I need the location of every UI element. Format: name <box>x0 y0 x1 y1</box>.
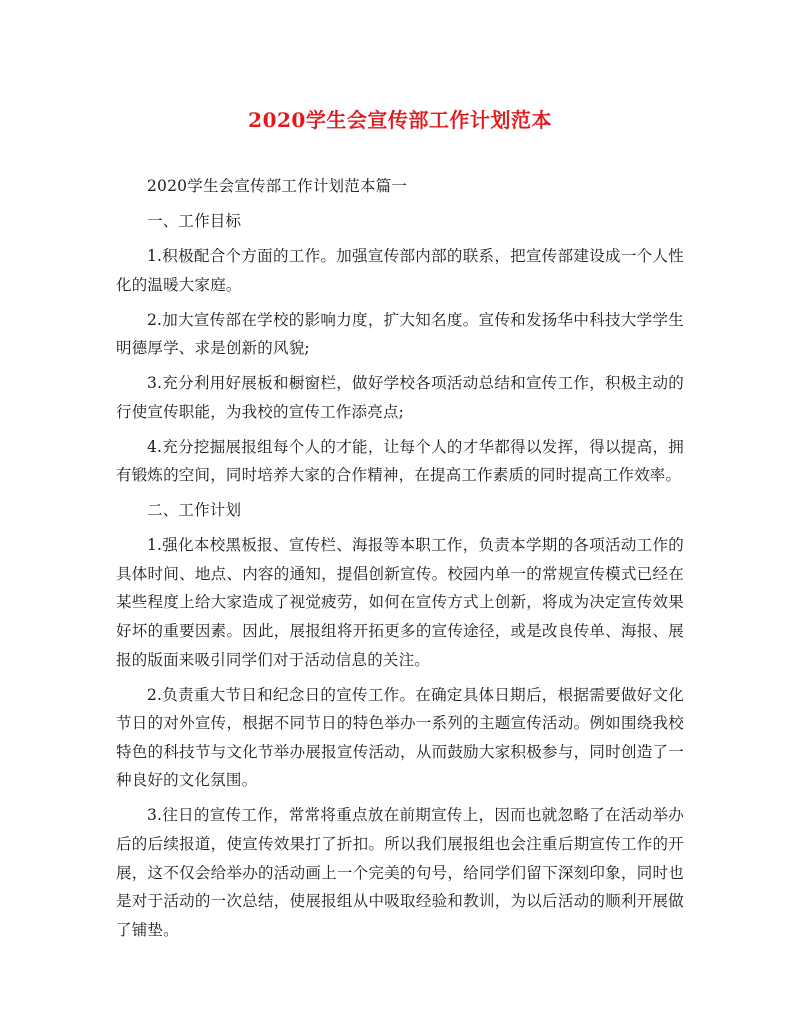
paragraph: 3.往日的宣传工作，常常将重点放在前期宣传上，因而也就忽略了在活动举办后的后续报道，使宣传效果打了折扣。所以我们展报组也会注重后期宣传工作的开展，这不仅会给举办的活动画上一个完美的句号，给同学们留下深刻印象，同时也是对于活动的一次总结，使展报组从中吸取经验和教训，为以后活动的顺利开展做了铺垫。 <box>116 806 684 939</box>
paragraph: 2.负责重大节日和纪念日的宣传工作。在确定具体日期后，根据需要做好文化节日的对外宣传，根据不同节日的特色举办一系列的主题宣传活动。例如围绕我校特色的科技节与文化节举办展报宣传活动，从而鼓励大家积极参与，同时创造了一种良好的文化氛围。 <box>116 685 684 790</box>
paragraph: 1.强化本校黑板报、宣传栏、海报等本职工作，负责本学期的各项活动工作的具体时间、地点、内容的通知，提倡创新宣传。校园内单一的常规宣传模式已经在某些程度上给大家造成了视觉疲劳，如何在宣传方式上创新，将成为决定宣传效果好坏的重要因素。因此，展报组将开拓更多的宣传途径，或是改良传单、海报、展报的版面来吸引同学们对于活动信息的关注。 <box>116 536 684 669</box>
document-title: 2020学生会宣传部工作计划范本 <box>248 108 552 132</box>
section-heading-1: 2020学生会宣传部工作计划范本篇一 <box>147 177 408 195</box>
paragraph: 4.充分挖掘展报组每个人的才能，让每个人的才华都得以发挥，得以提高，拥有锻炼的空间，同时培养大家的合作精神，在提高工作素质的同时提高工作效率。 <box>116 437 684 485</box>
document-body <box>116 172 684 951</box>
paragraph: 2.加大宣传部在学校的影响力度，扩大知名度。宣传和发扬华中科技大学学生明德厚学、求是创新的风貌; <box>116 310 684 358</box>
paragraph: 1.积极配合个方面的工作。加强宣传部内部的联系，把宣传部建设成一个人性化的温暖大家庭。 <box>116 246 684 294</box>
subheading-plan: 二、工作计划 <box>147 501 242 520</box>
subheading-goals: 一、工作目标 <box>147 211 242 230</box>
paragraph: 3.充分利用好展板和橱窗栏，做好学校各项活动总结和宣传工作，积极主动的行使宣传职能，为我校的宣传工作添亮点; <box>116 374 684 421</box>
